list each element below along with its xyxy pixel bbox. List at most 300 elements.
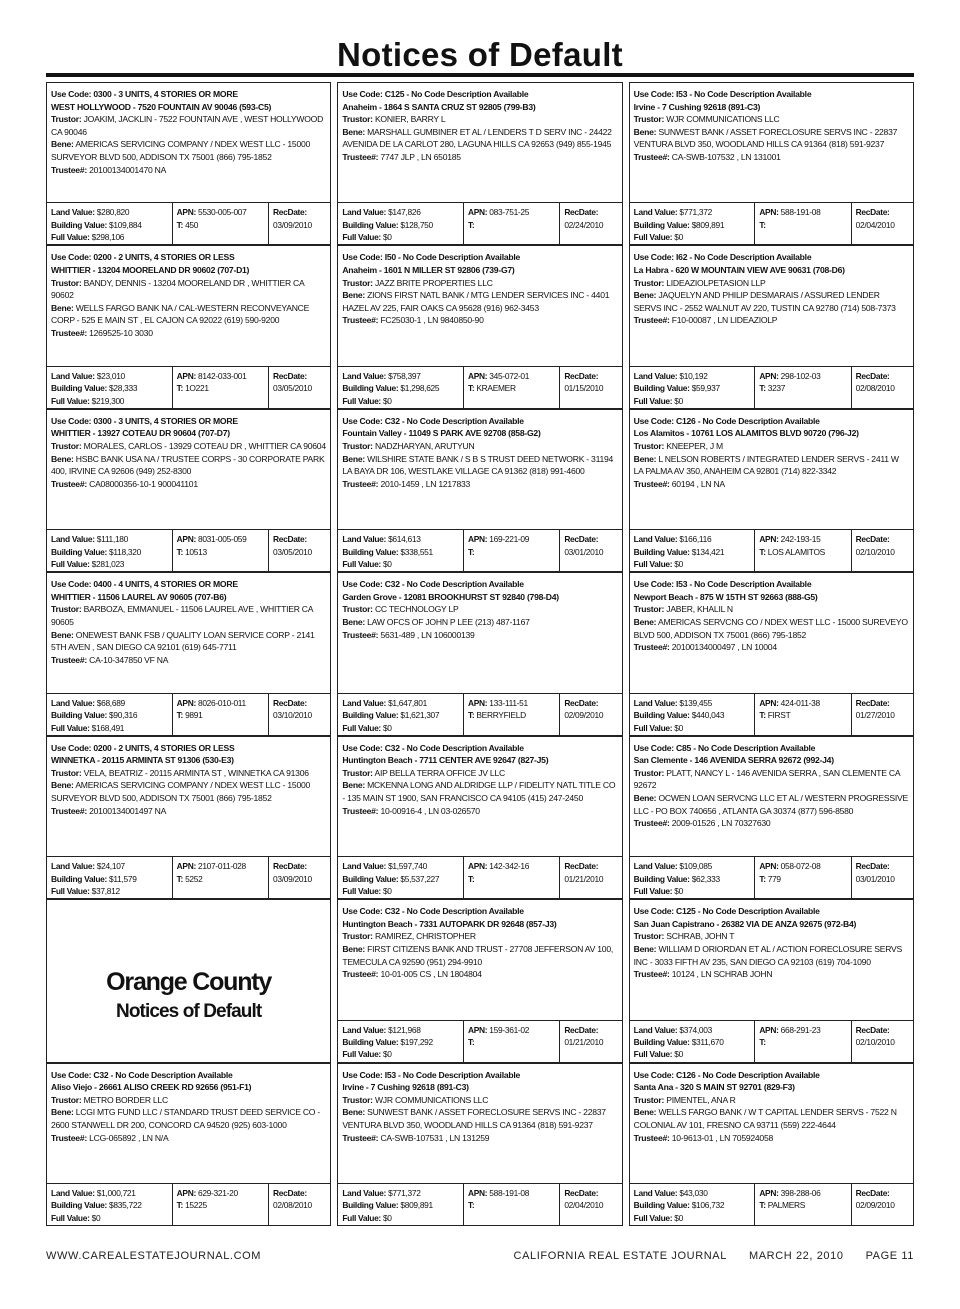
value-row: [338, 1020, 621, 1062]
trustor-label: Trustor:: [51, 441, 82, 452]
bene-label: Bene:: [342, 943, 365, 954]
t-value-line: [468, 1036, 556, 1048]
apn-column: [463, 530, 559, 571]
trustee-number: 5631-489 , LN 106000139: [380, 629, 475, 640]
trustee-label: Trustee#:: [633, 818, 670, 829]
trustee-number: 10124 , LN SCHRAB JOHN: [671, 969, 773, 980]
recdate-column: [268, 203, 330, 244]
building-value-line: [634, 1036, 752, 1048]
full-value-label: Full Value:: [342, 1049, 381, 1060]
notice-record: [46, 82, 331, 245]
values-column: [338, 1184, 463, 1225]
building-value-line: [634, 1199, 752, 1211]
trustee-label: Trustee#:: [342, 1132, 379, 1143]
building-value-label: Building Value:: [633, 219, 690, 230]
full-value-line: [51, 885, 169, 897]
recdate-value: 01/15/2010: [564, 383, 604, 394]
beneficiary: MARSHALL GUMBINER ET AL / LENDERS T D SERV INC - 24422 AVENIDA DE LA CARLOT 280, LAGUNA HILLS CA 92653 (949) 855-1945: [342, 126, 612, 150]
beneficiary: FIRST CITIZENS BANK AND TRUST - 27708 JEFFERSON AV 100, TEMECULA CA 92590 (951) 294-9910: [342, 943, 613, 967]
t-value-line: [759, 873, 847, 885]
apn-value: 5530-005-007: [197, 207, 247, 218]
land-value-label: Land Value:: [342, 1188, 387, 1198]
trustor-line: [634, 277, 909, 290]
land-value-label: Land Value:: [633, 861, 678, 872]
beneficiary: WELLS FARGO BANK NA / CAL-WESTERN RECONVEYANCE CORP - 525 E MAIN ST , EL CAJON CA 92022 (619) 590-9200: [51, 302, 310, 326]
notice-record: [337, 736, 622, 899]
land-value: $10,192: [679, 370, 708, 381]
recdate-value: 02/09/2010: [855, 1200, 895, 1211]
recdate-label: RecDate:: [272, 370, 307, 381]
use-code: Use Code: C32 - No Code Description Available: [342, 415, 524, 426]
recdate-value: 01/27/2010: [855, 710, 895, 721]
trustee-number-line: [342, 629, 617, 642]
full-value-label: Full Value:: [633, 1049, 673, 1060]
use-code: Use Code: 0400 - 4 UNITS, 4 STORIES OR MORE: [51, 579, 238, 590]
land-value-line: [634, 860, 752, 872]
land-value-line: [342, 1024, 460, 1036]
beneficiary: JAQUELYN AND PHILIP DESMARAIS / ASSURED LENDER SERVS INC - 2552 WALNUT AV 220, TUSTIN CA 92780 (714) 508-7373: [633, 290, 896, 313]
apn-value: 159-361-02: [489, 1024, 530, 1035]
land-value-label: Land Value:: [342, 370, 387, 381]
beneficiary-line: [51, 453, 326, 478]
t-label: T:: [467, 710, 475, 721]
notice-text: [47, 410, 330, 529]
building-value-label: Building Value:: [51, 1200, 107, 1211]
values-column: [47, 203, 172, 244]
trustor-label: Trustor:: [633, 767, 665, 778]
bene-label: Bene:: [342, 780, 365, 791]
building-value-label: Building Value:: [342, 1036, 399, 1047]
use-code: Use Code: I62 - No Code Description Available: [633, 252, 812, 263]
trustee-label: Trustee#:: [633, 1132, 670, 1143]
t-value: 779: [767, 873, 781, 884]
t-label: T:: [759, 1036, 766, 1047]
use-code: Use Code: C125 - No Code Description Available: [342, 89, 529, 99]
trustor: LIDEAZIOLPETASION LLP: [666, 277, 766, 288]
trustor-line: [634, 113, 909, 126]
t-value-line: [177, 546, 265, 558]
recdate-label: RecDate:: [272, 534, 307, 545]
beneficiary: LCGI MTG FUND LLC / STANDARD TRUST DEED SERVICE CO - 2600 STANWELL DR 200, CONCORD CA 94520 (925) 603-1000: [51, 1107, 320, 1130]
t-label: T:: [467, 383, 475, 394]
trustor: NADZHARYAN, ARUTYUN: [374, 441, 475, 452]
apn-value-line: [759, 533, 847, 545]
apn-value: 2107-011-028: [197, 861, 246, 872]
values-column: [630, 530, 755, 571]
trustee-number: 60194 , LN NA: [671, 478, 725, 489]
land-value-line: [634, 1024, 752, 1036]
land-value: $771,372: [679, 207, 712, 218]
recdate-column: [851, 857, 913, 898]
full-value-line: [342, 231, 460, 243]
full-value: $0: [674, 559, 683, 570]
t-label: T:: [176, 710, 184, 721]
building-value-line: [342, 219, 460, 231]
beneficiary-line: [342, 943, 617, 968]
notice-text: [630, 1064, 913, 1183]
trustor: BARBOZA, EMMANUEL - 11506 LAUREL AVE , WHITTIER CA 90605: [51, 604, 313, 628]
recdate-label: RecDate:: [564, 534, 599, 545]
notice-text: [630, 900, 913, 1019]
t-value: KRAEMER: [476, 383, 516, 394]
beneficiary: ONEWEST BANK FSB / QUALITY LOAN SERVICE CORP - 2141 5TH AVEN , SAN DIEGO CA 92101 (619) 645-7711: [51, 629, 315, 653]
use-code: Use Code: C32 - No Code Description Available: [342, 579, 524, 590]
property-address: Aliso Viejo - 26661 ALISO CREEK RD 92656 (951-F1): [51, 1082, 252, 1093]
land-value-line: [634, 697, 752, 709]
trustor-label: Trustor:: [633, 1094, 665, 1105]
trustee-number: 10-9613-01 , LN 705924058: [671, 1132, 774, 1143]
trustee-label: Trustee#:: [633, 642, 670, 653]
value-row: [338, 529, 621, 571]
building-value: $134,421: [691, 546, 725, 557]
t-label: T:: [467, 219, 475, 230]
values-column: [338, 1021, 463, 1062]
trustee-label: Trustee#:: [51, 1132, 87, 1143]
building-value: $311,670: [691, 1036, 724, 1047]
apn-value: 668-291-23: [780, 1024, 821, 1035]
full-value: $0: [674, 722, 683, 733]
land-value-label: Land Value:: [342, 207, 387, 218]
trustor-line: [634, 1094, 909, 1107]
building-value: $11,579: [109, 873, 137, 884]
trustee-number-line: [342, 805, 617, 818]
t-label: T:: [467, 546, 475, 557]
apn-value-line: [177, 370, 265, 382]
building-value: $809,891: [400, 1200, 433, 1211]
footer-publication-info: [492, 1250, 914, 1262]
recdate-value: 01/21/2010: [564, 873, 604, 884]
trustor: WJR COMMUNICATIONS LLC: [666, 114, 780, 125]
building-value: $59,937: [691, 383, 720, 394]
value-row: [630, 529, 913, 571]
apn-column: [754, 367, 850, 408]
land-value-line: [51, 1187, 169, 1199]
land-value: $109,085: [679, 861, 712, 872]
land-value-label: Land Value:: [342, 534, 387, 545]
full-value-label: Full Value:: [342, 722, 381, 733]
land-value-label: Land Value:: [51, 697, 95, 708]
trustee-number: 2009-01526 , LN 70327630: [671, 818, 771, 829]
t-value: BERRYFIELD: [476, 710, 526, 721]
property-address: WEST HOLLYWOOD - 7520 FOUNTAIN AV 90046 (593-C5): [51, 101, 272, 112]
bene-label: Bene:: [633, 290, 657, 301]
notice-text: [630, 737, 913, 856]
building-value-label: Building Value:: [342, 383, 399, 394]
county-subheading: Notices of Default: [116, 1001, 262, 1023]
full-value-line: [342, 1048, 460, 1060]
land-value-line: [634, 370, 752, 382]
apn-label: APN:: [176, 1188, 196, 1198]
t-value-line: [177, 1199, 265, 1211]
recdate-value: 03/01/2010: [855, 873, 895, 884]
trustor: MORALES, CARLOS - 13929 COTEAU DR , WHITTIER CA 90604: [83, 441, 326, 452]
full-value-line: [51, 722, 169, 734]
trustee-label: Trustee#:: [342, 478, 379, 489]
recdate-value: 02/09/2010: [564, 710, 604, 721]
recdate-label: RecDate:: [855, 1188, 890, 1198]
values-column: [630, 367, 755, 408]
t-label: T:: [759, 219, 766, 230]
land-value: $121,968: [388, 1024, 421, 1035]
recdate-label: RecDate:: [855, 534, 890, 545]
apn-value-line: [759, 1024, 847, 1036]
notice-text: [338, 246, 621, 365]
t-value: PALMERS: [767, 1200, 806, 1211]
apn-value: 424-011-38: [780, 697, 820, 708]
full-value: $0: [382, 885, 392, 896]
full-value-line: [634, 231, 752, 243]
notice-text: [338, 83, 621, 202]
recdate-value: 02/04/2010: [564, 1200, 604, 1211]
apn-value: 398-288-06: [780, 1188, 821, 1198]
trustor-line: [51, 113, 326, 138]
trustee-number-line: [51, 327, 326, 340]
building-value-line: [634, 709, 752, 721]
recdate-column: [268, 367, 330, 408]
recdate-column: [851, 367, 913, 408]
full-value-line: [51, 395, 169, 407]
recdate-column: [851, 203, 913, 244]
values-column: [47, 694, 172, 735]
recdate-label: RecDate:: [855, 207, 890, 218]
t-label: T:: [467, 873, 475, 884]
t-label: T:: [176, 873, 184, 884]
trustee-number: 1269525-10 3030: [89, 327, 153, 338]
beneficiary: HSBC BANK USA NA / TRUSTEE CORPS - 30 CORPORATE PARK 400, IRVINE CA 92606 (949) 252-8300: [51, 453, 325, 477]
trustor-line: [51, 767, 326, 780]
land-value: $1,597,740: [388, 861, 427, 872]
bene-label: Bene:: [51, 453, 74, 464]
recdate-column: [559, 1021, 621, 1062]
land-value-line: [51, 533, 169, 545]
trustor-label: Trustor:: [633, 277, 665, 288]
beneficiary-line: [51, 629, 326, 654]
apn-column: [754, 857, 850, 898]
building-value-line: [634, 873, 752, 885]
trustor-label: Trustor:: [633, 931, 665, 942]
full-value-label: Full Value:: [342, 885, 381, 896]
land-value-label: Land Value:: [633, 1024, 678, 1035]
full-value: $37,812: [91, 885, 120, 896]
apn-value: 588-191-08: [780, 207, 821, 218]
land-value-label: Land Value:: [633, 534, 678, 545]
recdate-column: [851, 1184, 913, 1225]
recdate-label: RecDate:: [855, 861, 890, 872]
notice-record: [337, 245, 622, 408]
recdate-value: 02/08/2010: [272, 1200, 312, 1211]
trustee-number-line: [342, 478, 617, 491]
building-value-label: Building Value:: [342, 219, 399, 230]
apn-value-line: [759, 370, 847, 382]
t-value-line: [468, 546, 556, 558]
land-value-label: Land Value:: [51, 1188, 95, 1198]
building-value: $1,298,625: [400, 383, 440, 394]
footer-publication: CALIFORNIA REAL ESTATE JOURNAL: [513, 1250, 727, 1262]
trustor-label: Trustor:: [342, 1094, 373, 1105]
beneficiary: AMERICAS SERVICING COMPANY / NDEX WEST LLC - 15000 SURVEYOR BLVD 500, ADDISON TX 75001 (866) 795-1852: [51, 780, 311, 804]
recdate-label: RecDate:: [272, 1188, 307, 1198]
land-value: $24,107: [96, 861, 125, 872]
recdate-label: RecDate:: [564, 697, 599, 708]
title-rule: [46, 73, 914, 77]
values-column: [338, 530, 463, 571]
trustee-number: 20100134000497 , LN 10004: [671, 642, 777, 653]
trustor-line: [342, 277, 617, 290]
beneficiary: SUNWEST BANK / ASSET FORECLOSURE SERVS INC - 22837 VENTURA BLVD 350, WOODLAND HILLS CA 91364 (818) 591-9237: [633, 126, 898, 150]
land-value-line: [634, 206, 752, 218]
apn-column: [754, 1184, 850, 1225]
land-value-label: Land Value:: [51, 207, 95, 218]
county-heading: Orange County: [106, 968, 272, 997]
full-value-label: Full Value:: [51, 559, 90, 570]
trustee-label: Trustee#:: [342, 629, 379, 640]
t-value-line: [177, 219, 265, 231]
trustee-number: LCG-065892 , LN N/A: [89, 1132, 169, 1143]
building-value-label: Building Value:: [633, 710, 690, 721]
trustor-line: [342, 440, 617, 453]
full-value: $0: [382, 232, 392, 243]
t-label: T:: [759, 546, 766, 557]
land-value-line: [51, 206, 169, 218]
notice-record: [46, 1063, 331, 1226]
trustor: KNEEPER, J M: [666, 441, 723, 452]
trustee-number: 10-00916-4 , LN 03-026570: [380, 805, 480, 816]
t-label: T:: [176, 219, 184, 230]
t-value-line: [759, 709, 847, 721]
building-value: $1,621,307: [400, 710, 440, 721]
property-address: Fountain Valley - 11049 S PARK AVE 92708 (858-G2): [342, 428, 541, 439]
bene-label: Bene:: [342, 126, 365, 137]
full-value-line: [634, 722, 752, 734]
land-value: $1,647,801: [388, 697, 427, 708]
use-code: Use Code: C32 - No Code Description Available: [342, 906, 524, 917]
full-value-label: Full Value:: [342, 1212, 381, 1223]
apn-value: 058-072-08: [780, 861, 821, 872]
apn-label: APN:: [759, 370, 779, 381]
beneficiary-line: [634, 126, 909, 151]
apn-column: [172, 694, 268, 735]
full-value-label: Full Value:: [342, 232, 381, 243]
land-value-line: [342, 206, 460, 218]
notice-text: [630, 83, 913, 202]
beneficiary-line: [51, 1106, 326, 1131]
t-value: 9891: [185, 710, 203, 721]
values-column: [47, 1184, 172, 1225]
value-row: [630, 366, 913, 408]
building-value-line: [51, 382, 169, 394]
trustor-line: [342, 1094, 617, 1107]
recdate-value: 03/10/2010: [272, 710, 312, 721]
beneficiary-line: [342, 126, 617, 151]
trustor-label: Trustor:: [633, 604, 665, 615]
land-value-line: [342, 1187, 460, 1199]
trustor-line: [634, 767, 909, 792]
building-value: $835,722: [109, 1200, 142, 1211]
land-value-line: [634, 1187, 752, 1199]
building-value-label: Building Value:: [51, 383, 107, 394]
full-value: $0: [382, 1049, 392, 1060]
building-value-line: [634, 546, 752, 558]
full-value-label: Full Value:: [633, 885, 673, 896]
apn-value-line: [759, 860, 847, 872]
notice-record: [629, 572, 914, 735]
recdate-column: [559, 203, 621, 244]
beneficiary: L NELSON ROBERTS / INTEGRATED LENDER SERVS - 2411 W LA PALMA AV 350, ANAHEIM CA 92801 (714) 822-3342: [633, 453, 899, 477]
full-value: $0: [382, 395, 392, 406]
trustee-number: 20100134001497 NA: [89, 805, 167, 816]
apn-value: 169-221-09: [489, 534, 530, 545]
trustee-number-line: [634, 151, 909, 164]
apn-value: 345-072-01: [489, 370, 530, 381]
beneficiary-line: [634, 792, 909, 817]
use-code: Use Code: I53 - No Code Description Available: [633, 89, 812, 99]
values-column: [338, 857, 463, 898]
recdate-column: [851, 694, 913, 735]
trustor: METRO BORDER LLC: [83, 1094, 168, 1105]
building-value-line: [51, 546, 169, 558]
trustee-number: 10-01-005 CS , LN 1804804: [380, 969, 482, 980]
use-code: Use Code: 0300 - 3 UNITS, 4 STORIES OR MORE: [51, 89, 238, 99]
values-column: [47, 530, 172, 571]
apn-label: APN:: [759, 861, 779, 872]
land-value-label: Land Value:: [633, 697, 678, 708]
bene-label: Bene:: [51, 302, 74, 313]
t-value-line: [759, 219, 847, 231]
building-value-line: [51, 1199, 169, 1211]
use-code: Use Code: 0200 - 2 UNITS, 4 STORIES OR LESS: [51, 252, 235, 263]
county-heading-box: [46, 899, 331, 1062]
t-value: LOS ALAMITOS: [767, 546, 825, 557]
notice-text: [47, 573, 330, 692]
trustee-number-line: [634, 641, 909, 654]
bene-label: Bene:: [51, 139, 74, 150]
recdate-label: RecDate:: [272, 861, 307, 872]
apn-value-line: [468, 1187, 556, 1199]
full-value: $0: [382, 1212, 392, 1223]
building-value: $128,750: [400, 219, 433, 230]
beneficiary: WILSHIRE STATE BANK / S B S TRUST DEED NETWORK - 31194 LA BAYA DR 106, WESTLAKE VILLAGE CA 91362 (818) 991-4600: [342, 453, 614, 477]
trustee-number: CA-SWB-107532 , LN 131001: [671, 151, 781, 162]
apn-label: APN:: [467, 370, 488, 381]
apn-label: APN:: [759, 207, 779, 218]
recdate-column: [559, 694, 621, 735]
full-value-line: [51, 231, 169, 243]
beneficiary-line: [634, 616, 909, 641]
apn-value-line: [759, 697, 847, 709]
recdate-label: RecDate:: [855, 370, 890, 381]
full-value-line: [342, 558, 460, 570]
apn-label: APN:: [467, 534, 488, 545]
footer-url[interactable]: WWW.CAREALESTATEJOURNAL.COM: [46, 1250, 262, 1262]
full-value: $0: [674, 395, 683, 406]
property-address: WHITTIER - 13204 MOORELAND DR 90602 (707-D1): [51, 265, 250, 276]
land-value: $614,613: [388, 534, 421, 545]
property-address: Santa Ana - 320 S MAIN ST 92701 (829-F3): [633, 1082, 795, 1093]
bene-label: Bene:: [342, 453, 365, 464]
building-value-line: [342, 546, 460, 558]
trustor-label: Trustor:: [633, 441, 665, 452]
building-value-line: [342, 709, 460, 721]
building-value-label: Building Value:: [51, 546, 107, 557]
beneficiary: WELLS FARGO BANK / W T CAPITAL LENDER SERVS - 7522 N COLONIAL AV 101, FRESNO CA 93711 (559) 222-4644: [633, 1107, 897, 1130]
value-row: [338, 202, 621, 244]
trustee-number: CA08000356-10-1 900041101: [89, 478, 198, 489]
recdate-value: 01/21/2010: [564, 1036, 604, 1047]
full-value: $281,023: [91, 559, 125, 570]
notice-text: [47, 1064, 330, 1183]
beneficiary-line: [342, 779, 617, 804]
building-value: $106,732: [691, 1200, 725, 1211]
